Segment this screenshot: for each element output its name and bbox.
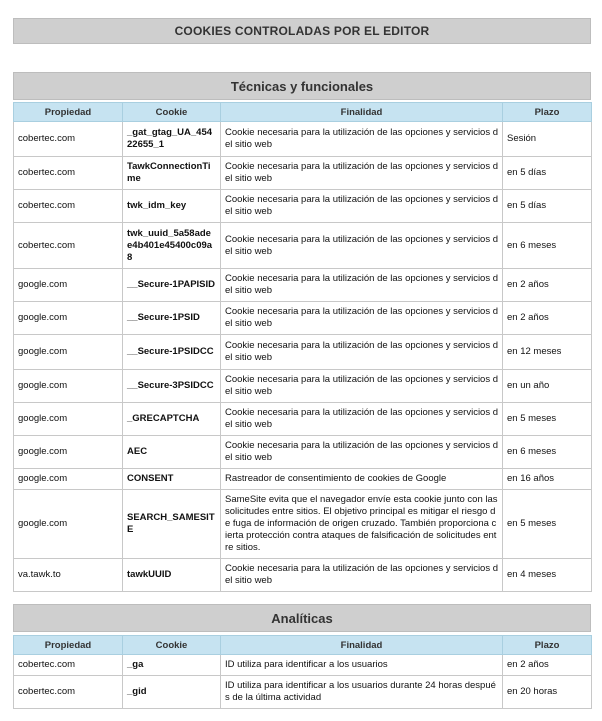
table-row bbox=[14, 302, 592, 335]
term-cell: en 12 meses bbox=[503, 335, 592, 370]
table-row bbox=[14, 559, 592, 592]
property-cell: cobertec.com bbox=[14, 655, 123, 676]
table-row bbox=[14, 370, 592, 403]
term-cell: en 20 horas bbox=[503, 676, 592, 709]
property-cell: cobertec.com bbox=[14, 676, 123, 709]
analytics-cookies-table bbox=[13, 635, 592, 709]
property-cell: cobertec.com bbox=[14, 122, 123, 157]
table-row bbox=[14, 122, 592, 157]
term-cell: en 2 años bbox=[503, 269, 592, 302]
purpose-cell: Cookie necesaria para la utilización de las opciones y servicios del sitio web bbox=[221, 269, 503, 302]
purpose-cell: Cookie necesaria para la utilización de las opciones y servicios del sitio web bbox=[221, 122, 503, 157]
technical-cookies-table bbox=[13, 102, 592, 592]
term-cell: en 4 meses bbox=[503, 559, 592, 592]
purpose-cell: ID utiliza para identificar a los usuarios durante 24 horas después de la última actividad bbox=[221, 676, 503, 709]
section-title-analytics: Analíticas bbox=[13, 604, 591, 632]
cookie-name-cell: __Secure-1PSID bbox=[123, 302, 221, 335]
table-row bbox=[14, 335, 592, 370]
column-header-term: Plazo bbox=[503, 103, 592, 122]
table-row bbox=[14, 403, 592, 436]
cookie-name-cell: TawkConnectionTime bbox=[123, 157, 221, 190]
table-row bbox=[14, 469, 592, 490]
analytics-cookies-body bbox=[14, 655, 592, 709]
technical-cookies-body bbox=[14, 122, 592, 592]
purpose-cell: Cookie necesaria para la utilización de las opciones y servicios del sitio web bbox=[221, 335, 503, 370]
cookie-name-cell: _GRECAPTCHA bbox=[123, 403, 221, 436]
cookie-name-cell: __Secure-1PAPISID bbox=[123, 269, 221, 302]
cookie-name-cell: _gat_gtag_UA_45422655_1 bbox=[123, 122, 221, 157]
term-cell: en 5 días bbox=[503, 190, 592, 223]
purpose-cell: Rastreador de consentimiento de cookies de Google bbox=[221, 469, 503, 490]
cookie-name-cell: twk_uuid_5a58adee4b401e45400c09a8 bbox=[123, 223, 221, 269]
purpose-cell: Cookie necesaria para la utilización de las opciones y servicios del sitio web bbox=[221, 157, 503, 190]
cookie-name-cell: SEARCH_SAMESITE bbox=[123, 490, 221, 559]
table-row bbox=[14, 223, 592, 269]
table-header-row bbox=[14, 636, 592, 655]
property-cell: cobertec.com bbox=[14, 190, 123, 223]
table-row bbox=[14, 676, 592, 709]
table-row bbox=[14, 157, 592, 190]
purpose-cell: Cookie necesaria para la utilización de las opciones y servicios del sitio web bbox=[221, 436, 503, 469]
table-header-row bbox=[14, 103, 592, 122]
term-cell: en 5 meses bbox=[503, 403, 592, 436]
cookie-name-cell: CONSENT bbox=[123, 469, 221, 490]
property-cell: google.com bbox=[14, 335, 123, 370]
property-cell: cobertec.com bbox=[14, 157, 123, 190]
purpose-cell: Cookie necesaria para la utilización de las opciones y servicios del sitio web bbox=[221, 403, 503, 436]
term-cell: en 16 años bbox=[503, 469, 592, 490]
property-cell: google.com bbox=[14, 269, 123, 302]
term-cell: Sesión bbox=[503, 122, 592, 157]
column-header-cookie: Cookie bbox=[123, 103, 221, 122]
purpose-cell: Cookie necesaria para la utilización de las opciones y servicios del sitio web bbox=[221, 370, 503, 403]
term-cell: en 5 días bbox=[503, 157, 592, 190]
column-header-property: Propiedad bbox=[14, 636, 123, 655]
term-cell: en 6 meses bbox=[503, 436, 592, 469]
property-cell: google.com bbox=[14, 469, 123, 490]
column-header-property: Propiedad bbox=[14, 103, 123, 122]
cookie-name-cell: AEC bbox=[123, 436, 221, 469]
table-row bbox=[14, 436, 592, 469]
cookie-name-cell: __Secure-1PSIDCC bbox=[123, 335, 221, 370]
column-header-cookie: Cookie bbox=[123, 636, 221, 655]
property-cell: google.com bbox=[14, 370, 123, 403]
column-header-purpose: Finalidad bbox=[221, 103, 503, 122]
cookie-name-cell: _gid bbox=[123, 676, 221, 709]
property-cell: google.com bbox=[14, 302, 123, 335]
column-header-purpose: Finalidad bbox=[221, 636, 503, 655]
purpose-cell: Cookie necesaria para la utilización de las opciones y servicios del sitio web bbox=[221, 190, 503, 223]
property-cell: google.com bbox=[14, 436, 123, 469]
term-cell: en 2 años bbox=[503, 655, 592, 676]
table-row bbox=[14, 269, 592, 302]
purpose-cell: Cookie necesaria para la utilización de las opciones y servicios del sitio web bbox=[221, 223, 503, 269]
property-cell: google.com bbox=[14, 403, 123, 436]
table-row bbox=[14, 190, 592, 223]
column-header-term: Plazo bbox=[503, 636, 592, 655]
purpose-cell: ID utiliza para identificar a los usuarios bbox=[221, 655, 503, 676]
property-cell: va.tawk.to bbox=[14, 559, 123, 592]
cookie-name-cell: twk_idm_key bbox=[123, 190, 221, 223]
cookie-name-cell: _ga bbox=[123, 655, 221, 676]
cookie-name-cell: tawkUUID bbox=[123, 559, 221, 592]
table-row bbox=[14, 655, 592, 676]
purpose-cell: SameSite evita que el navegador envíe esta cookie junto con las solicitudes entre sitios. El objetivo principal es mitigar el riesgo de fuga de información de origen cruzado. También proporciona cierta protección contra ataques de falsificación de solicitudes entre sitios. bbox=[221, 490, 503, 559]
table-row bbox=[14, 490, 592, 559]
page-title: COOKIES CONTROLADAS POR EL EDITOR bbox=[13, 18, 591, 44]
property-cell: cobertec.com bbox=[14, 223, 123, 269]
term-cell: en 2 años bbox=[503, 302, 592, 335]
cookie-name-cell: __Secure-3PSIDCC bbox=[123, 370, 221, 403]
term-cell: en un año bbox=[503, 370, 592, 403]
term-cell: en 5 meses bbox=[503, 490, 592, 559]
property-cell: google.com bbox=[14, 490, 123, 559]
term-cell: en 6 meses bbox=[503, 223, 592, 269]
purpose-cell: Cookie necesaria para la utilización de las opciones y servicios del sitio web bbox=[221, 302, 503, 335]
section-title-technical: Técnicas y funcionales bbox=[13, 72, 591, 100]
purpose-cell: Cookie necesaria para la utilización de las opciones y servicios del sitio web bbox=[221, 559, 503, 592]
